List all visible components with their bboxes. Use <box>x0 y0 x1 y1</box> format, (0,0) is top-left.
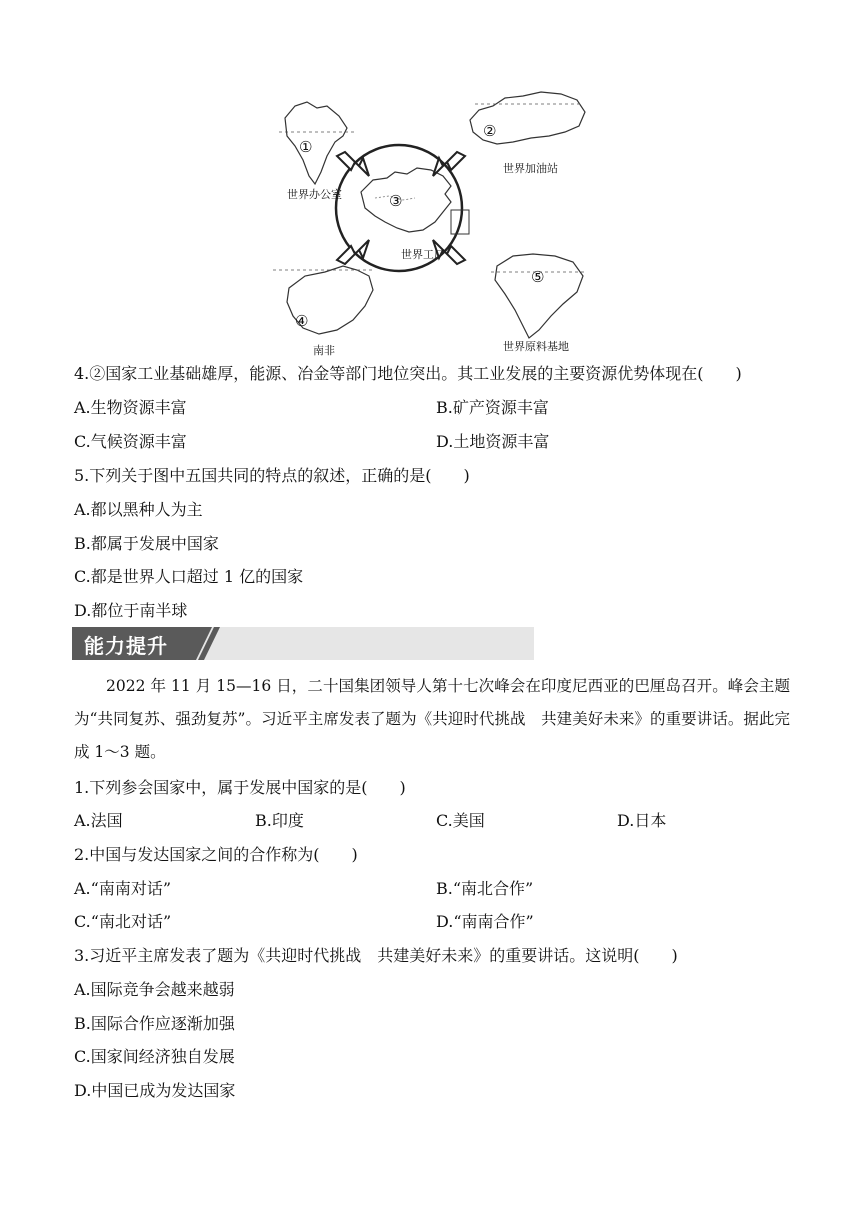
q5-option-c[interactable]: C.都是世界人口超过 1 亿的国家 <box>74 567 304 586</box>
section-title: 能力提升 <box>84 634 168 658</box>
section-banner <box>72 627 534 660</box>
india-number: ① <box>299 138 313 156</box>
q4-option-d[interactable]: D.土地资源丰富 <box>436 432 550 451</box>
russia-number: ② <box>483 122 497 140</box>
intro-text: 2022 年 11 月 15—16 日，二十国集团领导人第十七次峰会在印度尼西亚的巴厘岛召开。峰会主题为“共同复苏、强劲复苏”。习近平主席发表了题为《共迎时代挑战 共建美好未来》的重要讲话。据此完成 1～3 题。 <box>74 677 790 761</box>
p1-option-a[interactable]: A.法国 <box>74 811 123 830</box>
p1-option-d[interactable]: D.日本 <box>617 811 667 830</box>
q4-option-c[interactable]: C.气候资源丰富 <box>74 432 187 451</box>
p1-option-b[interactable]: B.印度 <box>255 811 304 830</box>
south-africa-label: 南非 <box>313 344 335 357</box>
brazil-number: ⑤ <box>531 268 545 286</box>
russia-label: 世界加油站 <box>503 162 558 175</box>
five-countries-map-figure <box>265 80 595 360</box>
p2-option-d[interactable]: D.“南南合作” <box>436 912 534 931</box>
india-outline <box>285 102 347 184</box>
p1-stem: 1.下列参会国家中，属于发展中国家的是( ) <box>74 778 406 797</box>
p3-option-d[interactable]: D.中国已成为发达国家 <box>74 1081 236 1100</box>
china-number: ③ <box>389 192 403 210</box>
p2-option-a[interactable]: A.“南南对话” <box>74 879 172 898</box>
q4-stem: 4.②国家工业基础雄厚，能源、冶金等部门地位突出。其工业发展的主要资源优势体现在( ) <box>74 364 742 383</box>
p3-option-c[interactable]: C.国家间经济独自发展 <box>74 1047 235 1066</box>
p3-option-b[interactable]: B.国际合作应逐渐加强 <box>74 1014 235 1033</box>
map-diagram <box>265 80 595 360</box>
q5-stem: 5.下列关于图中五国共同的特点的叙述，正确的是( ) <box>74 466 470 485</box>
china-outline <box>361 168 451 232</box>
q4-option-b[interactable]: B.矿产资源丰富 <box>436 398 549 417</box>
p2-option-c[interactable]: C.“南北对话” <box>74 912 172 931</box>
brazil-label: 世界原料基地 <box>503 340 569 353</box>
india-label: 世界办公室 <box>287 188 342 201</box>
china-label: 世界工厂 <box>401 248 445 261</box>
brazil-outline <box>495 254 583 338</box>
p2-stem: 2.中国与发达国家之间的合作称为( ) <box>74 845 358 864</box>
south-africa-number: ④ <box>295 312 309 330</box>
q5-option-a[interactable]: A.都以黑种人为主 <box>74 500 203 519</box>
p3-option-a[interactable]: A.国际竞争会越来越弱 <box>74 980 235 999</box>
p1-option-c[interactable]: C.美国 <box>436 811 485 830</box>
q5-option-b[interactable]: B.都属于发展中国家 <box>74 534 219 553</box>
p3-stem: 3.习近平主席发表了题为《共迎时代挑战 共建美好未来》的重要讲话。这说明( ) <box>74 946 678 965</box>
p2-option-b[interactable]: B.“南北合作” <box>436 879 534 898</box>
intro-paragraph <box>74 670 790 769</box>
arrow-to-russia <box>433 152 465 176</box>
q4-option-a[interactable]: A.生物资源丰富 <box>74 398 187 417</box>
q5-option-d[interactable]: D.都位于南半球 <box>74 601 188 620</box>
